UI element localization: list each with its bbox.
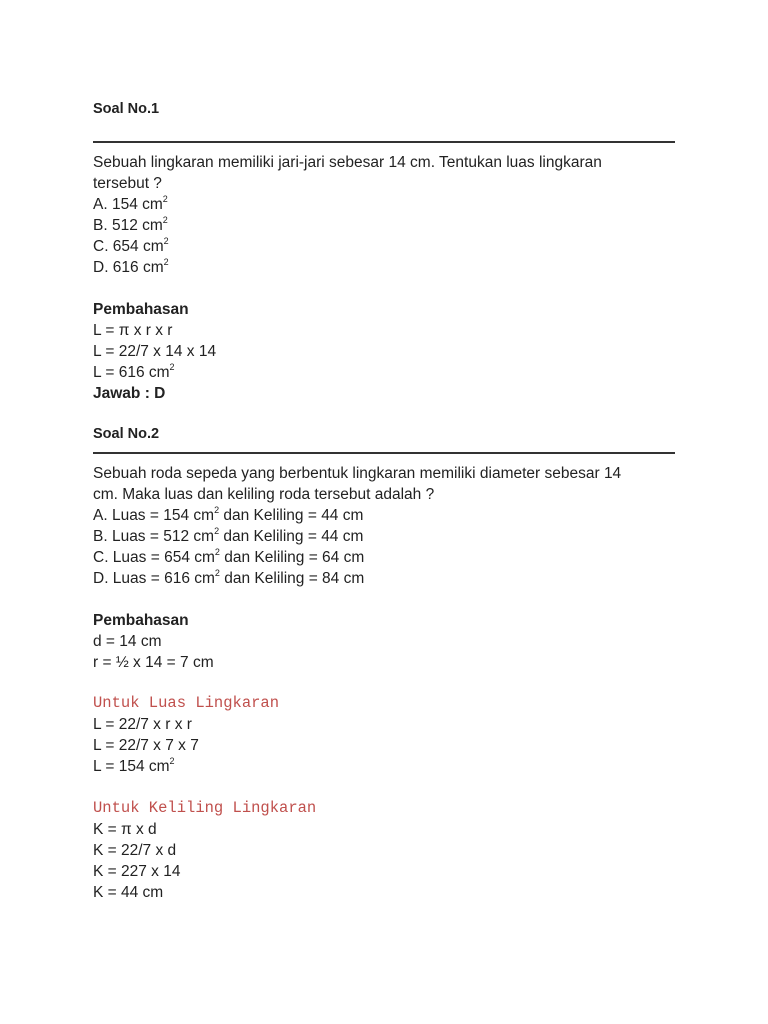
keliling-step-3: K = 227 x 14 (93, 863, 181, 880)
option-text: D. 616 cm (93, 259, 164, 276)
step-text: L = 22/7 x 7 x 7 (93, 737, 199, 754)
option-text: B. Luas = 512 cm (93, 528, 215, 545)
step-text: L = 154 cm (93, 758, 170, 775)
step-text: L = 616 cm (93, 364, 170, 381)
soal-1-option-a (93, 194, 168, 215)
superscript: 2 (162, 214, 168, 225)
soal-1-step-2 (93, 341, 216, 362)
soal-2-option-b (93, 526, 363, 547)
option-text: D. Luas = 616 cm (93, 570, 215, 587)
soal-1-title: Soal No.1 (93, 101, 160, 117)
soal-2-question-line-1: Sebuah roda sepeda yang berbentuk lingkaran memiliki diameter sebesar 14 (93, 465, 622, 482)
soal-2-given-1: d = 14 cm (93, 633, 162, 650)
step-text: L = 22/7 x r x r (93, 716, 192, 733)
soal-2-question-line-2: cm. Maka luas dan keliling roda tersebut adalah ? (93, 486, 435, 503)
soal-1-option-c (93, 236, 169, 257)
option-text: A. 154 cm (93, 196, 163, 213)
superscript: 2 (163, 256, 169, 267)
option-text-suffix: dan Keliling = 44 cm (219, 528, 364, 545)
keliling-step-1: K = π x d (93, 821, 157, 838)
soal-1-pembahasan-label: Pembahasan (93, 301, 189, 318)
soal-2-divider (93, 452, 675, 454)
superscript: 2 (163, 235, 169, 246)
keliling-step-2: K = 22/7 x d (93, 842, 177, 859)
soal-1-option-d (93, 257, 169, 278)
soal-2-pembahasan-label: Pembahasan (93, 612, 189, 629)
soal-1-option-b (93, 215, 168, 236)
option-text-suffix: dan Keliling = 64 cm (219, 549, 365, 566)
superscript: 2 (169, 755, 175, 766)
superscript: 2 (169, 361, 175, 372)
step-text: L = π x r x r (93, 322, 173, 339)
soal-1-answer: Jawab : D (93, 385, 166, 402)
option-text: A. Luas = 154 cm (93, 507, 215, 524)
soal-2-title: Soal No.2 (93, 426, 160, 442)
soal-1-question-line-2: tersebut ? (93, 175, 162, 192)
luas-step-1 (93, 714, 192, 735)
superscript: 2 (214, 525, 220, 536)
soal-2-option-d (93, 568, 364, 589)
soal-2-option-c (93, 547, 364, 568)
option-text-suffix: dan Keliling = 84 cm (219, 570, 365, 587)
option-text: C. 654 cm (93, 238, 164, 255)
superscript: 2 (214, 504, 220, 515)
luas-step-2 (93, 735, 199, 756)
option-text: C. Luas = 654 cm (93, 549, 215, 566)
luas-step-3 (93, 756, 175, 777)
superscript: 2 (214, 567, 220, 578)
keliling-heading: Untuk Keliling Lingkaran (93, 799, 317, 817)
keliling-step-4: K = 44 cm (93, 884, 164, 901)
option-text: B. 512 cm (93, 217, 163, 234)
soal-1-question-line-1: Sebuah lingkaran memiliki jari-jari sebesar 14 cm. Tentukan luas lingkaran (93, 154, 602, 171)
soal-2-given-2: r = ½ x 14 = 7 cm (93, 654, 214, 671)
superscript: 2 (162, 193, 168, 204)
step-text: L = 22/7 x 14 x 14 (93, 343, 217, 360)
soal-2-option-a (93, 505, 363, 526)
superscript: 2 (214, 546, 220, 557)
soal-1-step-1 (93, 320, 172, 341)
option-text-suffix: dan Keliling = 44 cm (219, 507, 364, 524)
soal-1-step-3 (93, 362, 175, 383)
luas-heading: Untuk Luas Lingkaran (93, 694, 280, 712)
soal-1-divider (93, 141, 675, 143)
